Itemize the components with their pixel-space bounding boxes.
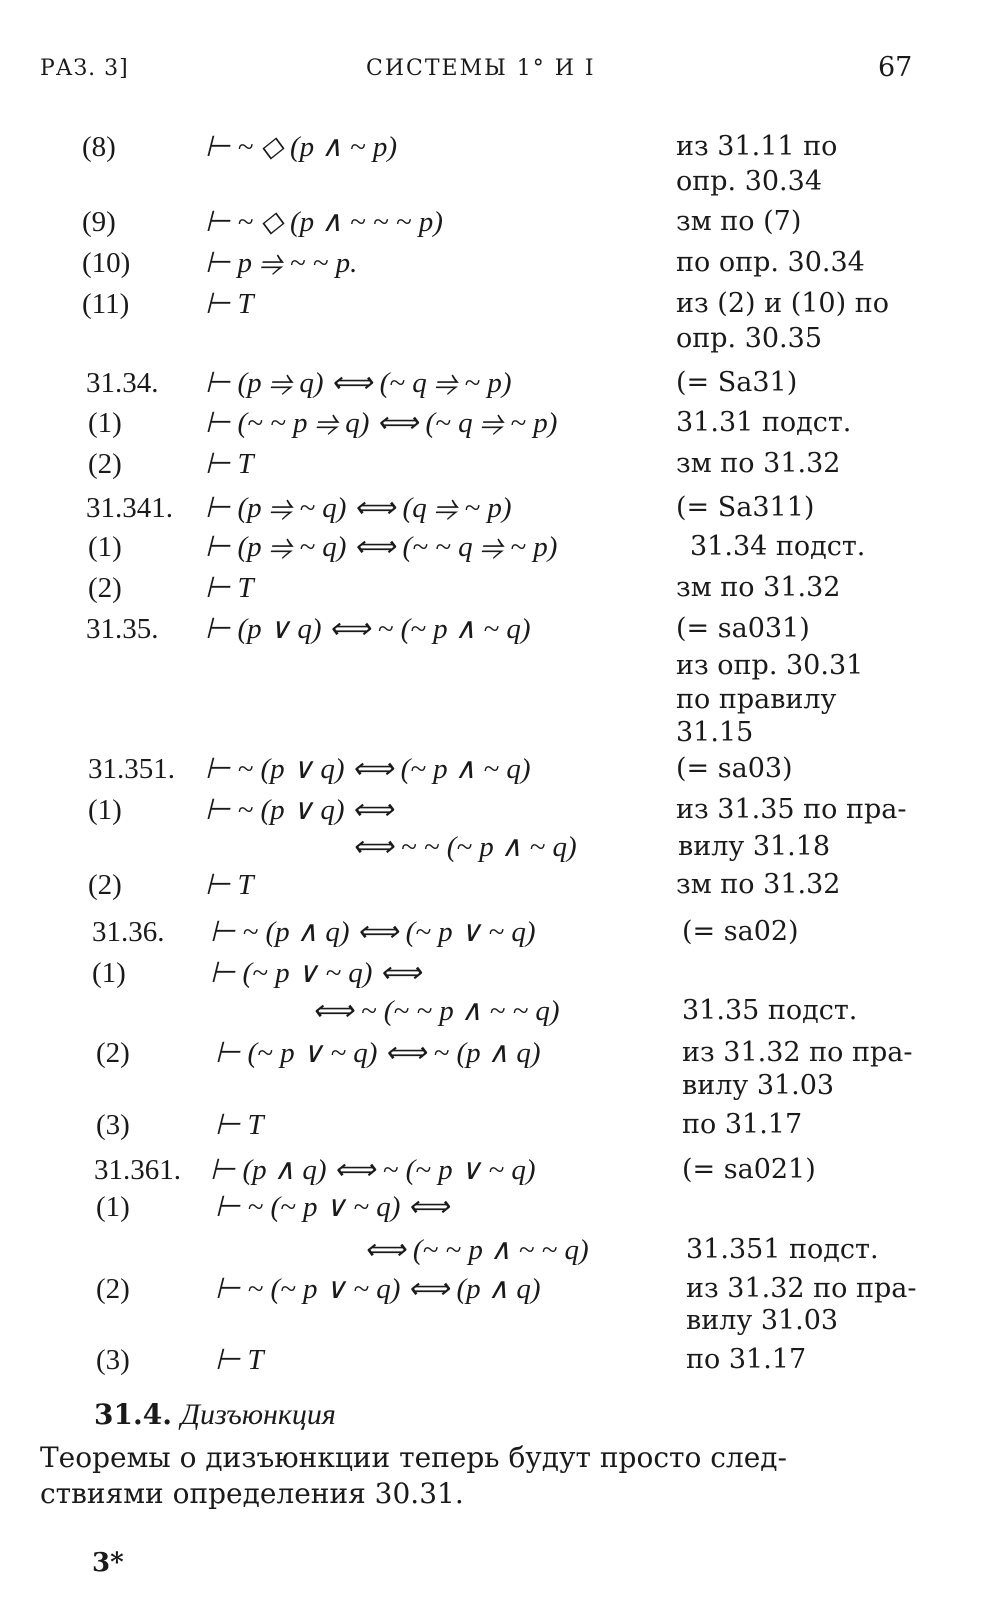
justification: (= sa03): [676, 753, 793, 784]
line-label: (2): [96, 1273, 130, 1305]
justification: из 31.32 по пра-: [682, 1037, 913, 1068]
line-label: 31.34.: [86, 367, 159, 399]
proof-line: [0, 793, 991, 827]
proof-line: [0, 406, 991, 440]
justification: из 31.32 по пра-: [686, 1273, 917, 1304]
formula: ⊢ (~ ~ p ⥤ q) ⟺ (~ q ⥤ ~ p): [205, 407, 558, 439]
line-label: 31.361.: [94, 1154, 181, 1186]
formula: ⊢ T: [215, 1109, 264, 1141]
justification: (= sa02): [682, 916, 799, 947]
section-heading: [94, 1398, 336, 1432]
paragraph-line: Теоремы о дизъюнкции теперь будут просто след-: [40, 1441, 787, 1474]
running-title: СИСТЕМЫ 1° И I: [366, 56, 596, 81]
proof-line: [0, 752, 991, 786]
line-label: (8): [82, 131, 116, 163]
justification: 31.35 подст.: [682, 995, 858, 1026]
line-label: (2): [88, 448, 122, 480]
justification: (= sa021): [682, 1154, 816, 1185]
justification-continuation: вилу 31.03: [682, 1070, 835, 1101]
formula: ⊢ ~ (p ∨ q) ⟺ (~ p ∧ ~ q): [205, 753, 531, 785]
line-label: (1): [92, 957, 126, 989]
justification-continuation: опр. 30.34: [676, 166, 822, 197]
line-label: 31.35.: [86, 613, 159, 645]
proof-line: [0, 1108, 991, 1142]
formula: ⊢ (p ⥤ q) ⟺ (~ q ⥤ ~ p): [205, 367, 512, 399]
justification: зм по (7): [676, 206, 802, 237]
paragraph-line: ствиями определения 30.31.: [40, 1477, 464, 1510]
proof-line: [0, 1233, 991, 1267]
justification-continuation: из опр. 30.31: [676, 650, 864, 681]
justification: (= Sa31): [676, 367, 798, 398]
line-label: (1): [88, 794, 122, 826]
line-label: (11): [82, 288, 130, 320]
line-label: (3): [96, 1109, 130, 1141]
formula: ⊢ ~ (p ∧ q) ⟺ (~ p ∨ ~ q): [210, 916, 536, 948]
justification: по 31.17: [682, 1109, 803, 1140]
formula: ⊢ T: [205, 572, 254, 604]
justification: из 31.35 по пра-: [676, 794, 907, 825]
formula: ⊢ T: [205, 869, 254, 901]
proof-line: [0, 130, 991, 164]
proof-line: [0, 1153, 991, 1187]
line-label: (2): [88, 869, 122, 901]
justification: зм по 31.32: [676, 448, 841, 479]
formula: ⊢ ~ ◇ (p ∧ ~ p): [205, 131, 397, 163]
formula: ⊢ T: [205, 448, 254, 480]
formula: ⊢ ~ (~ p ∨ ~ q) ⟺ (p ∧ q): [215, 1273, 541, 1305]
formula: ⟺ (~ ~ p ∧ ~ ~ q): [364, 1234, 589, 1266]
justification-continuation: вилу 31.03: [686, 1305, 839, 1336]
section-marker: РАЗ. 3]: [40, 56, 129, 81]
line-label: (2): [88, 572, 122, 604]
justification: 31.31 подст.: [676, 407, 852, 438]
justification: зм по 31.32: [676, 572, 841, 603]
proof-line: [0, 205, 991, 239]
formula: ⊢ ~ (~ p ∨ ~ q) ⟺: [215, 1191, 450, 1223]
formula: ⊢ (p ∧ q) ⟺ ~ (~ p ∨ ~ q): [210, 1154, 536, 1186]
line-label: 31.36.: [92, 916, 165, 948]
formula: ⊢ (~ p ∨ ~ q) ⟺: [210, 957, 422, 989]
justification: зм по 31.32: [676, 869, 841, 900]
line-label: 31.341.: [86, 492, 173, 524]
formula: ⟺ ~ (~ ~ p ∧ ~ ~ q): [312, 995, 560, 1027]
formula: ⊢ ~ (p ∨ q) ⟺: [205, 794, 394, 826]
proof-line: [0, 246, 991, 280]
proof-line: [0, 915, 991, 949]
justification-continuation: 31.15: [676, 717, 754, 748]
proof-line: [0, 571, 991, 605]
proof-line: [0, 530, 991, 564]
proof-line: [0, 1036, 991, 1070]
proof-line: [0, 491, 991, 525]
justification: 31.34 подст.: [690, 531, 866, 562]
line-label: (3): [96, 1344, 130, 1376]
formula: ⊢ (~ p ∨ ~ q) ⟺ ~ (p ∧ q): [215, 1037, 541, 1069]
formula: ⊢ ~ ◇ (p ∧ ~ ~ ~ p): [205, 206, 443, 238]
proof-line: [0, 1272, 991, 1306]
line-label: (2): [96, 1037, 130, 1069]
section-number: 31.4.: [94, 1398, 172, 1431]
justification-continuation: опр. 30.35: [676, 323, 822, 354]
proof-line: [0, 1190, 991, 1224]
line-label: (1): [96, 1191, 130, 1223]
justification: из 31.11 по: [676, 131, 838, 162]
proof-line: [0, 447, 991, 481]
formula: ⊢ (p ∨ q) ⟺ ~ (~ p ∧ ~ q): [205, 613, 531, 645]
line-label: 31.351.: [88, 753, 175, 785]
justification: по опр. 30.34: [676, 247, 865, 278]
line-label: (1): [88, 407, 122, 439]
formula: ⊢ T: [205, 288, 254, 320]
formula: ⟺ ~ ~ (~ p ∧ ~ q): [352, 831, 577, 863]
proof-line: [0, 366, 991, 400]
proof-line: [0, 830, 991, 864]
line-label: (10): [82, 247, 131, 279]
proof-line: [0, 1343, 991, 1377]
signature-mark: 3*: [92, 1548, 124, 1578]
justification: (= sa031): [676, 613, 810, 644]
section-title: Дизъюнкция: [180, 1398, 336, 1431]
proof-line: [0, 287, 991, 321]
justification: 31.351 подст.: [686, 1234, 879, 1265]
proof-line: [0, 868, 991, 902]
justification: из (2) и (10) по: [676, 288, 889, 319]
justification: по 31.17: [686, 1344, 807, 1375]
justification: (= Sa311): [676, 492, 815, 523]
page-number: 67: [878, 52, 913, 83]
proof-line: [0, 612, 991, 646]
formula: ⊢ (p ⥤ ~ q) ⟺ (~ ~ q ⥤ ~ p): [205, 531, 558, 563]
justification-continuation: по правилу: [676, 684, 837, 715]
formula: ⊢ T: [215, 1344, 264, 1376]
proof-line: [0, 956, 991, 990]
justification: вилу 31.18: [678, 831, 831, 862]
formula: ⊢ p ⥤ ~ ~ p.: [205, 247, 358, 279]
line-label: (1): [88, 531, 122, 563]
proof-line: [0, 994, 991, 1028]
formula: ⊢ (p ⥤ ~ q) ⟺ (q ⥤ ~ p): [205, 492, 512, 524]
line-label: (9): [82, 206, 116, 238]
